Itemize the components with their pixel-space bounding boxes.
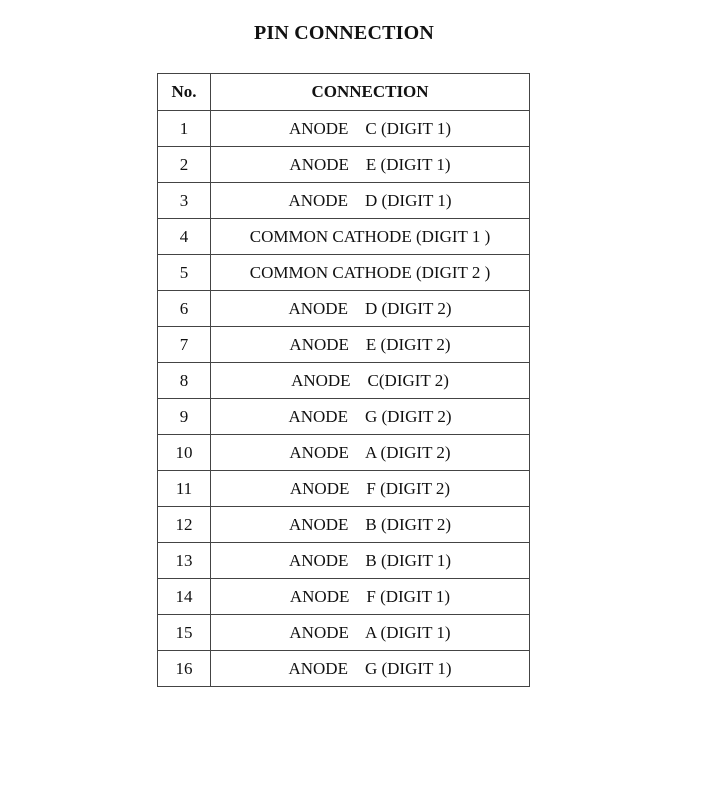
table-row	[158, 651, 530, 687]
table-row	[158, 183, 530, 219]
pin-number: 1	[158, 111, 211, 147]
table-row	[158, 471, 530, 507]
table-row	[158, 507, 530, 543]
table-body	[158, 111, 530, 687]
pin-connection: ANODE A (DIGIT 1)	[211, 615, 530, 651]
pin-number: 3	[158, 183, 211, 219]
pin-number: 12	[158, 507, 211, 543]
table-row	[158, 255, 530, 291]
table-row	[158, 291, 530, 327]
pin-number: 16	[158, 651, 211, 687]
pin-number: 5	[158, 255, 211, 291]
pin-connection: ANODE E (DIGIT 1)	[211, 147, 530, 183]
pin-connection: ANODE B (DIGIT 1)	[211, 543, 530, 579]
table-row	[158, 399, 530, 435]
pin-number: 11	[158, 471, 211, 507]
pin-connection: COMMON CATHODE (DIGIT 1 )	[211, 219, 530, 255]
pin-connection: ANODE A (DIGIT 2)	[211, 435, 530, 471]
table-row	[158, 615, 530, 651]
pin-connection: ANODE G (DIGIT 1)	[211, 651, 530, 687]
pin-connection: COMMON CATHODE (DIGIT 2 )	[211, 255, 530, 291]
pin-connection: ANODE C(DIGIT 2)	[211, 363, 530, 399]
pin-connection: ANODE D (DIGIT 2)	[211, 291, 530, 327]
pin-number: 15	[158, 615, 211, 651]
pin-number: 9	[158, 399, 211, 435]
table-row	[158, 543, 530, 579]
pin-number: 7	[158, 327, 211, 363]
pin-connection: ANODE F (DIGIT 1)	[211, 579, 530, 615]
pin-connection: ANODE D (DIGIT 1)	[211, 183, 530, 219]
table-row	[158, 219, 530, 255]
header-connection: CONNECTION	[211, 74, 530, 111]
pin-connection: ANODE E (DIGIT 2)	[211, 327, 530, 363]
table-row	[158, 579, 530, 615]
pin-connection-table	[157, 73, 530, 687]
table-row	[158, 327, 530, 363]
pin-number: 13	[158, 543, 211, 579]
pin-number: 10	[158, 435, 211, 471]
pin-connection: ANODE F (DIGIT 2)	[211, 471, 530, 507]
page-title: PIN CONNECTION	[253, 22, 435, 44]
pin-number: 2	[158, 147, 211, 183]
pin-number: 6	[158, 291, 211, 327]
table-row	[158, 111, 530, 147]
pin-connection: ANODE C (DIGIT 1)	[211, 111, 530, 147]
pin-number: 4	[158, 219, 211, 255]
table-row	[158, 435, 530, 471]
pin-number: 14	[158, 579, 211, 615]
header-no: No.	[158, 74, 211, 111]
pin-connection: ANODE G (DIGIT 2)	[211, 399, 530, 435]
pin-number: 8	[158, 363, 211, 399]
table-header-row	[158, 74, 530, 111]
table-row	[158, 147, 530, 183]
table-row	[158, 363, 530, 399]
pin-connection: ANODE B (DIGIT 2)	[211, 507, 530, 543]
